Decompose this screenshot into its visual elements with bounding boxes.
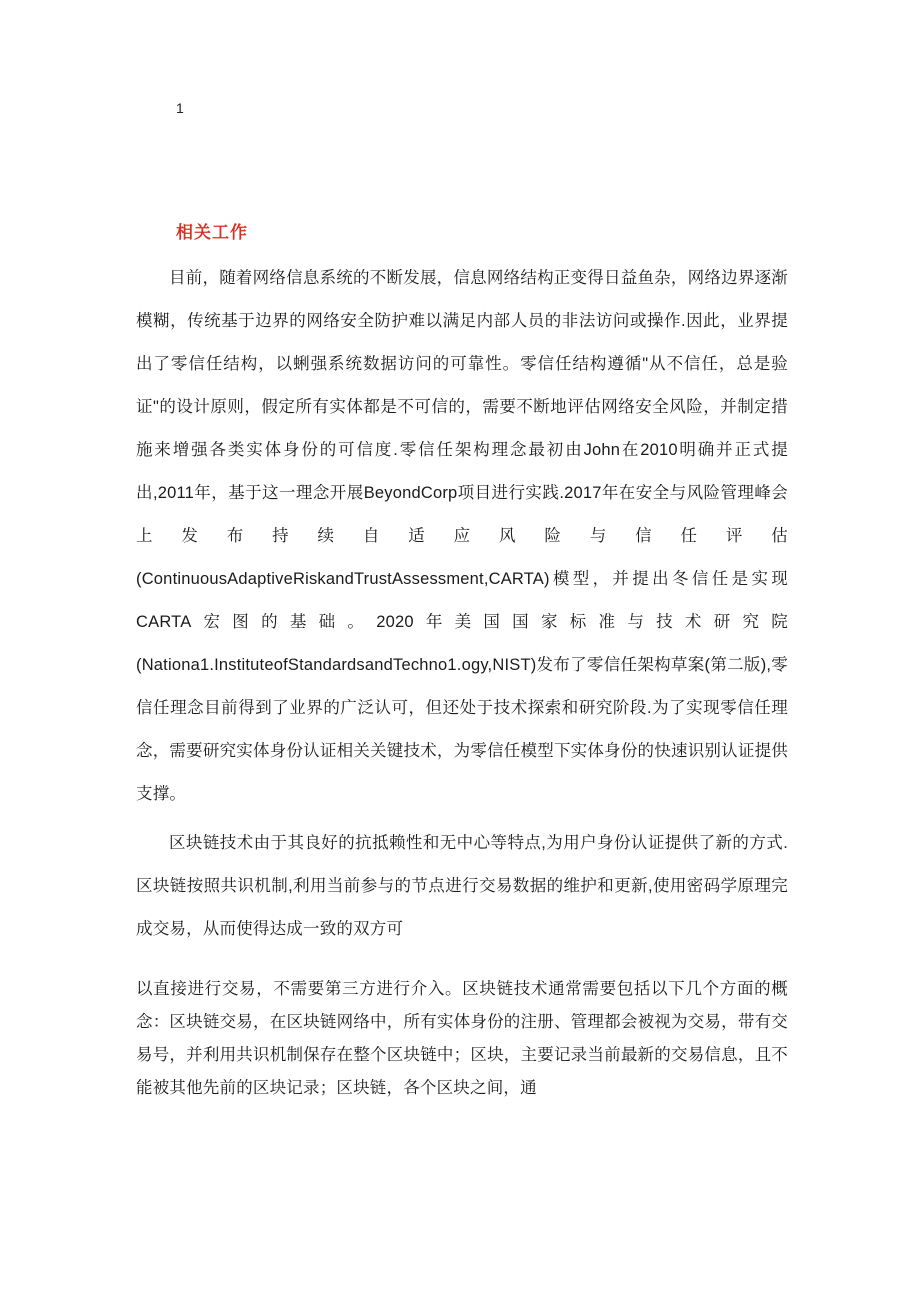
paragraph-1: 目前，随着网络信息系统的不断发展，信息网络结构正变得日益鱼杂，网络边界逐渐模糊，传统基于边界的网络安全防护难以满足内部人员的非法访问或操作.因此，业界提出了零信任结构，以蜊强系统数据访问的可靠性。零信任结构遵循"从不信任，总是验证"的设计原则，假定所有实体都是不可信的，需要不断地评估网络安全风险，并制定措施来增强各类实体身份的可信度.零信任架构理念最初由John在2010明确并正式提出,2011年，基于这一理念开展BeyondCorp项目进行实践.2017年在安全与风险管理峰会上发布持续自适应风险与信任评估(ContinuousAdaptiveRiskandTrustAssessment,CARTA)模型，并提出冬信任是实现CARTA宏图的基础。2020年美国国家标准与技术研究院(Nationa1.InstituteofStandardsandTechno1.ogy,NIST)发布了零信任架构草案(第二版),零信任理念目前得到了业界的广泛认可，但还处于技术探索和研究阶段.为了实现零信任理念，需要研究实体身份认证相关关键技术，为零信任模型下实体身份的快速识别认证提供支撑。 <box>136 269 788 803</box>
section-heading: 相关工作 <box>176 223 248 242</box>
page-number: 1 <box>176 100 184 116</box>
paragraph-3: 以直接进行交易，不需要第三方进行介入。区块链技术通常需要包括以下几个方面的概念：区块链交易，在区块链网络中，所有实体身份的注册、管理都会被视为交易，带有交易号，并利用共识机制保存在整个区块链中；区块，主要记录当前最新的交易信息，且不能被其他先前的区块记录；区块链，各个区块之间，通 <box>136 980 788 1097</box>
paragraph-2: 区块链技术由于其良好的抗抵赖性和无中心等特点,为用户身份认证提供了新的方式.区块链按照共识机制,利用当前参与的节点进行交易数据的维护和更新,使用密码学原理完成交易，从而使得达成一致的双方可 <box>136 834 788 938</box>
tail-spacer <box>136 951 788 973</box>
document-body <box>136 218 788 1105</box>
